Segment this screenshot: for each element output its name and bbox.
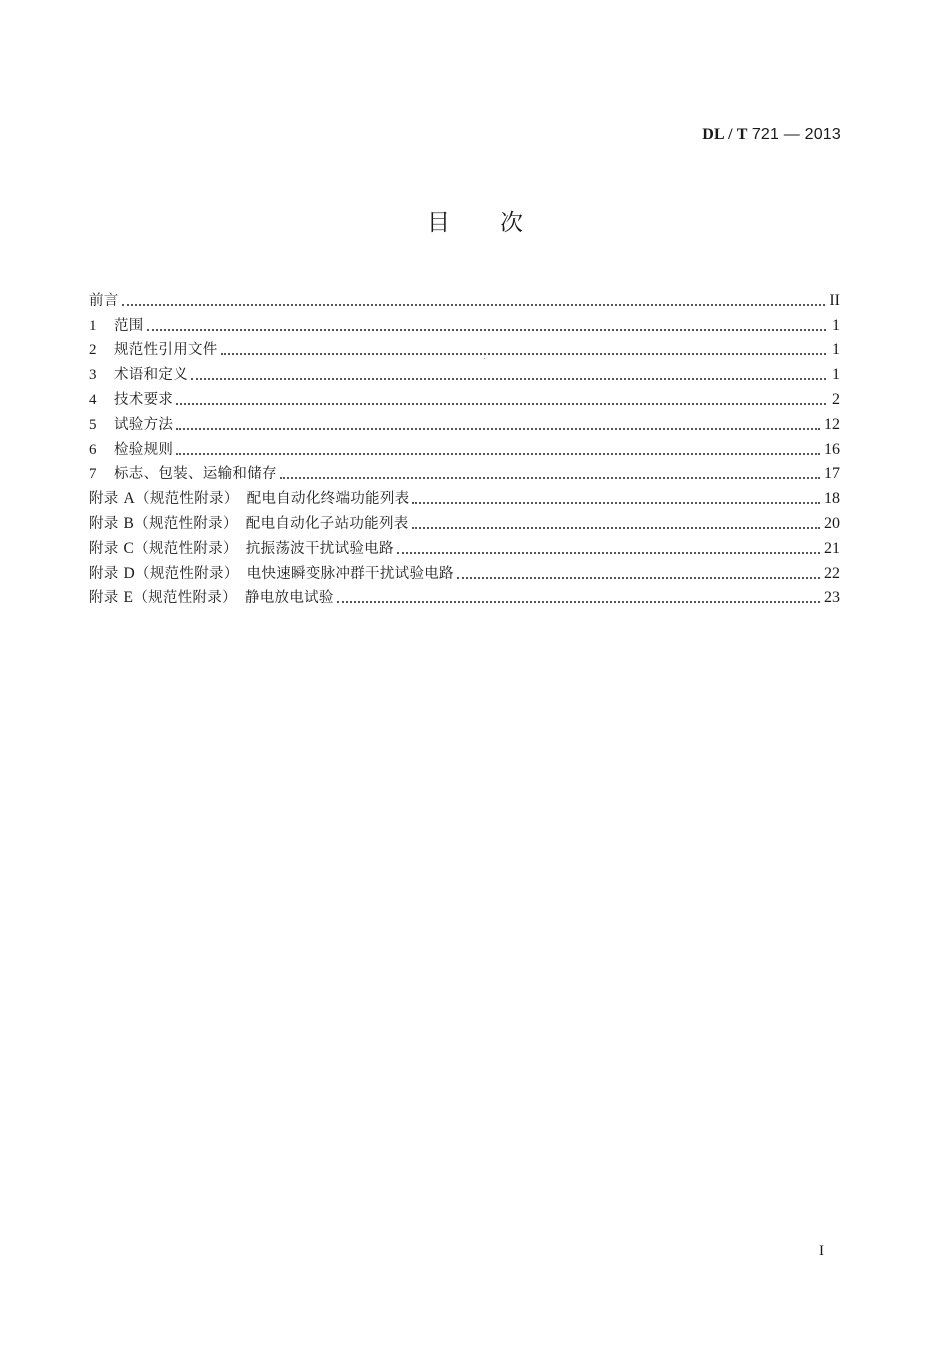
toc-entry-label: 试验方法 [114, 416, 174, 433]
appendix-letter: B [123, 514, 135, 532]
toc-entry-section-1[interactable] [89, 311, 840, 336]
toc-entry-page: 1 [832, 341, 840, 359]
appendix-letter: D [123, 564, 136, 582]
appendix-prefix: 附录 [89, 565, 119, 582]
toc-entry-label: 技术要求 [114, 391, 174, 408]
dot-leader [147, 328, 826, 331]
toc-entry-label: 范围 [114, 317, 144, 334]
toc-entry-label: 电快速瞬变脉冲群干扰试验电路 [246, 565, 454, 582]
dot-leader [221, 352, 826, 355]
toc-entry-section-7[interactable] [89, 460, 840, 485]
dot-leader [280, 476, 820, 479]
toc-entry-appendix-e[interactable] [89, 584, 840, 609]
dot-leader [191, 377, 826, 380]
toc-entry-number: 4 [89, 391, 97, 408]
toc-entry-label: 配电自动化终端功能列表 [246, 491, 410, 508]
toc-entry-number: 6 [89, 441, 97, 458]
toc-entry-appendix-a[interactable] [89, 484, 840, 509]
title-char-1: 目 [427, 210, 450, 236]
toc-entry-number: 2 [89, 342, 97, 359]
toc-entry-label: 规范性引用文件 [114, 342, 218, 359]
title-char-2: 次 [500, 210, 523, 236]
appendix-prefix: 附录 [89, 540, 119, 557]
appendix-letter: A [123, 490, 136, 508]
appendix-type: （规范性附录） [135, 565, 239, 582]
dot-leader [397, 551, 820, 554]
appendix-letter: E [123, 589, 134, 607]
toc-entry-page: 2 [832, 390, 840, 408]
appendix-prefix: 附录 [89, 590, 119, 607]
appendix-type: （规范性附录） [135, 491, 239, 508]
table-of-contents [89, 286, 840, 608]
dot-leader [412, 501, 820, 504]
toc-entry-appendix-b[interactable] [89, 509, 840, 534]
appendix-letter: C [123, 539, 135, 557]
appendix-prefix: 附录 [89, 491, 119, 508]
toc-entry-appendix-c[interactable] [89, 534, 840, 559]
toc-entry-page: 22 [824, 564, 840, 582]
dot-leader [176, 402, 826, 405]
toc-entry-label: 术语和定义 [114, 367, 188, 384]
toc-entry-number: 5 [89, 416, 97, 433]
toc-entry-section-5[interactable] [89, 410, 840, 435]
toc-entry-label: 静电放电试验 [244, 590, 334, 607]
dot-leader [122, 303, 826, 306]
toc-entry-section-2[interactable] [89, 336, 840, 361]
toc-entry-section-6[interactable] [89, 435, 840, 460]
toc-entry-label: 前言 [89, 292, 119, 309]
toc-entry-label: 配电自动化子站功能列表 [245, 515, 409, 532]
toc-entry-section-4[interactable] [89, 385, 840, 410]
footer-page-number: I [819, 1243, 824, 1259]
page-title [0, 204, 950, 237]
toc-entry-page: 17 [824, 465, 840, 483]
toc-entry-section-3[interactable] [89, 360, 840, 385]
appendix-prefix: 附录 [89, 515, 119, 532]
appendix-type: （规范性附录） [134, 515, 238, 532]
dot-leader [176, 427, 820, 430]
standard-prefix: DL / T [702, 126, 748, 143]
appendix-type: （规范性附录） [133, 590, 237, 607]
standard-number: 721 — 2013 [751, 126, 841, 143]
toc-entry-page: 12 [824, 415, 840, 433]
dot-leader [412, 526, 820, 529]
toc-entry-page: 21 [824, 539, 840, 557]
dot-leader [176, 452, 820, 455]
toc-entry-page: 1 [832, 316, 840, 334]
toc-entry-label: 检验规则 [114, 441, 174, 458]
toc-entry-label: 标志、包装、运输和储存 [114, 466, 277, 483]
toc-entry-page: II [829, 291, 840, 309]
toc-entry-page: 18 [824, 490, 840, 508]
toc-entry-page: 16 [824, 440, 840, 458]
toc-entry-page: 23 [824, 589, 840, 607]
toc-entry-number: 1 [89, 317, 97, 334]
dot-leader [457, 576, 820, 579]
toc-entry-page: 20 [824, 514, 840, 532]
appendix-type: （规范性附录） [134, 540, 238, 557]
toc-entry-number: 3 [89, 367, 97, 384]
toc-entry-label: 抗振荡波干扰试验电路 [245, 540, 394, 557]
standard-code [702, 126, 841, 144]
dot-leader [337, 600, 820, 603]
toc-entry-page: 1 [832, 366, 840, 384]
toc-entry-number: 7 [89, 466, 97, 483]
toc-entry-foreword[interactable] [89, 286, 840, 311]
toc-entry-appendix-d[interactable] [89, 559, 840, 584]
